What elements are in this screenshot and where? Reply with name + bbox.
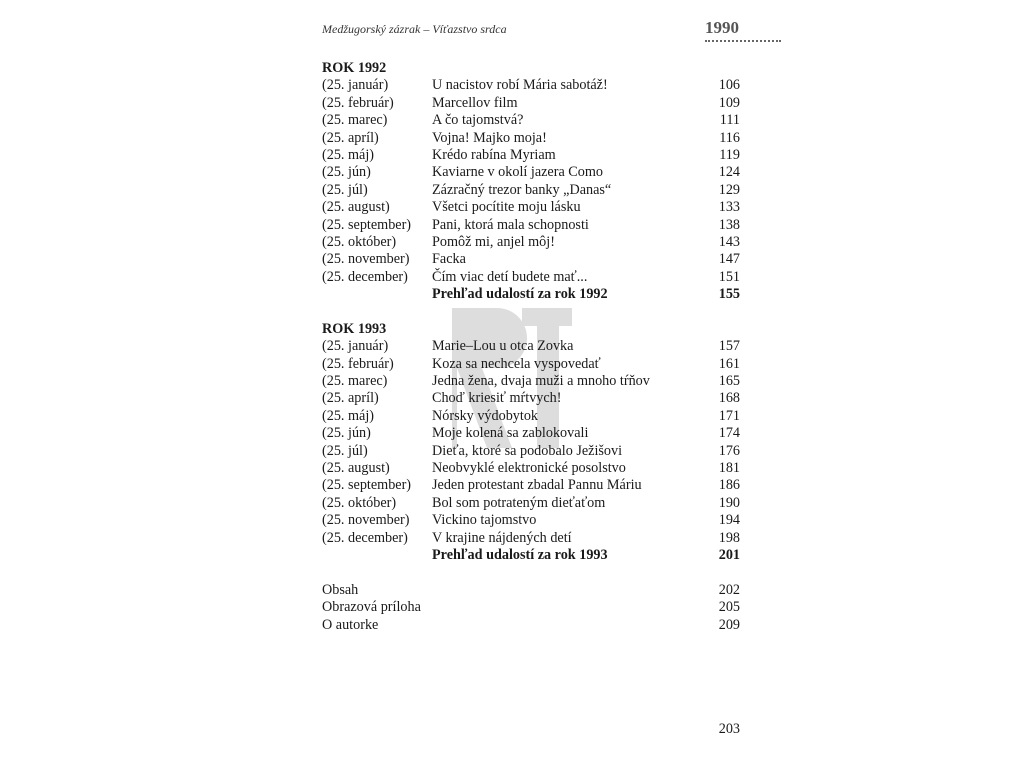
entry-title: A čo tajomstvá? xyxy=(432,112,524,129)
toc-entry[interactable] xyxy=(322,95,740,112)
entry-page: 186 xyxy=(718,477,740,494)
entry-title: Jedna žena, dvaja muži a mnoho tŕňov xyxy=(432,373,650,390)
toc-entry[interactable] xyxy=(322,530,740,547)
toc-entry[interactable] xyxy=(322,460,740,477)
summary-title: Prehľad udalostí za rok 1992 xyxy=(432,286,608,303)
entry-title: U nacistov robí Mária sabotáž! xyxy=(432,77,608,94)
entry-date: (25. apríl) xyxy=(322,390,379,407)
entry-page: 109 xyxy=(718,94,740,111)
entry-title: Nórsky výdobytok xyxy=(432,407,539,424)
toc-entry[interactable] xyxy=(322,599,740,616)
toc-entry[interactable] xyxy=(322,425,740,442)
entry-page: 168 xyxy=(718,390,740,407)
summary-title: Prehľad udalostí za rok 1993 xyxy=(432,546,608,563)
summary-page: 201 xyxy=(718,546,740,563)
entry-page: 194 xyxy=(718,512,740,529)
entry-title: O autorke xyxy=(322,616,379,633)
toc-section xyxy=(322,321,740,564)
summary-page: 155 xyxy=(718,286,740,303)
entry-date: (25. september) xyxy=(322,216,412,233)
table-of-contents xyxy=(322,60,740,651)
entry-title: Marcellov film xyxy=(432,94,518,111)
entry-title: Marie–Lou u otca Zovka xyxy=(432,338,574,355)
entry-title: Zázračný trezor banky „Danas“ xyxy=(432,181,612,198)
entry-page: 129 xyxy=(718,181,740,198)
entry-page: 111 xyxy=(719,112,740,129)
header-dotted-rule xyxy=(705,40,781,42)
toc-entry[interactable] xyxy=(322,77,740,94)
entry-title: Choď kriesiť mŕtvych! xyxy=(432,390,562,407)
entry-date: (25. apríl) xyxy=(322,129,379,146)
entry-page: 202 xyxy=(718,581,740,598)
entry-title: V krajine nájdených detí xyxy=(432,529,572,546)
entry-title: Kaviarne v okolí jazera Como xyxy=(432,164,603,181)
entry-date: (25. marec) xyxy=(322,373,388,390)
entry-date: (25. júl) xyxy=(322,442,368,459)
entry-date: (25. október) xyxy=(322,494,397,511)
entry-date: (25. jún) xyxy=(322,164,371,181)
entry-date: (25. január) xyxy=(322,338,389,355)
entry-page: 205 xyxy=(718,599,740,616)
toc-entry[interactable] xyxy=(322,512,740,529)
entry-page: 190 xyxy=(718,494,740,511)
toc-entry[interactable] xyxy=(322,182,740,199)
entry-page: 157 xyxy=(718,338,740,355)
section-heading: ROK 1993 xyxy=(322,320,387,337)
entry-date: (25. január) xyxy=(322,77,389,94)
toc-summary-entry[interactable] xyxy=(322,286,740,303)
entry-title: Obrazová príloha xyxy=(322,599,421,616)
entry-date: (25. september) xyxy=(322,477,412,494)
entry-title: Koza sa nechcela vyspovedať xyxy=(432,355,601,372)
toc-entry[interactable] xyxy=(322,477,740,494)
entry-date: (25. december) xyxy=(322,529,408,546)
entry-page: 124 xyxy=(718,164,740,181)
entry-page: 143 xyxy=(718,233,740,250)
entry-page: 106 xyxy=(718,77,740,94)
toc-entry[interactable] xyxy=(322,373,740,390)
entry-page: 138 xyxy=(718,216,740,233)
entry-title: Moje kolená sa zablokovali xyxy=(432,425,589,442)
entry-date: (25. október) xyxy=(322,233,397,250)
entry-page: 161 xyxy=(718,355,740,372)
entry-date-empty xyxy=(322,286,432,303)
entry-date: (25. august) xyxy=(322,199,390,216)
entry-title: Čím viac detí budete mať... xyxy=(432,268,588,285)
toc-entry[interactable] xyxy=(322,217,740,234)
entry-date: (25. máj) xyxy=(322,407,375,424)
entry-page: 171 xyxy=(718,407,740,424)
entry-page: 181 xyxy=(718,459,740,476)
entry-date: (25. február) xyxy=(322,94,394,111)
toc-entry[interactable] xyxy=(322,269,740,286)
entry-title: Pomôž mi, anjel môj! xyxy=(432,233,555,250)
toc-entry[interactable] xyxy=(322,582,740,599)
running-year: 1990 xyxy=(705,18,739,37)
toc-entry[interactable] xyxy=(322,112,740,129)
page-number: 203 xyxy=(718,721,740,737)
entry-page: 147 xyxy=(718,251,740,268)
entry-title: Dieťa, ktoré sa podobalo Ježišovi xyxy=(432,442,623,459)
entry-title: Vojna! Majko moja! xyxy=(432,129,547,146)
toc-entry[interactable] xyxy=(322,199,740,216)
entry-date: (25. júl) xyxy=(322,181,368,198)
entry-title: Facka xyxy=(432,251,466,268)
toc-summary-entry[interactable] xyxy=(322,547,740,564)
entry-title: Obsah xyxy=(322,581,359,598)
entry-title: Jeden protestant zbadal Pannu Máriu xyxy=(432,477,642,494)
entry-date-empty xyxy=(322,547,432,564)
entry-page: 165 xyxy=(718,373,740,390)
entry-title: Pani, ktorá mala schopnosti xyxy=(432,216,589,233)
entry-date: (25. december) xyxy=(322,268,408,285)
section-heading: ROK 1992 xyxy=(322,60,387,76)
entry-title: Vickino tajomstvo xyxy=(432,512,537,529)
toc-back-matter xyxy=(322,582,740,634)
toc-entry[interactable] xyxy=(322,356,740,373)
entry-page: 209 xyxy=(718,616,740,633)
entry-date: (25. august) xyxy=(322,459,390,476)
entry-date: (25. november) xyxy=(322,512,410,529)
entry-date: (25. marec) xyxy=(322,112,388,129)
toc-entry[interactable] xyxy=(322,408,740,425)
entry-page: 151 xyxy=(718,268,740,285)
entry-date: (25. november) xyxy=(322,251,410,268)
toc-entry[interactable] xyxy=(322,443,740,460)
entry-page: 116 xyxy=(719,129,740,146)
toc-entry[interactable] xyxy=(322,495,740,512)
entry-title: Neobvyklé elektronické posolstvo xyxy=(432,459,626,476)
toc-section xyxy=(322,60,740,303)
entry-date: (25. máj) xyxy=(322,146,375,163)
entry-page: 176 xyxy=(718,442,740,459)
entry-title: Krédo rabína Myriam xyxy=(432,146,556,163)
toc-entry[interactable] xyxy=(322,338,740,355)
toc-entry[interactable] xyxy=(322,390,740,407)
entry-page: 198 xyxy=(718,529,740,546)
entry-title: Bol som potrateným dieťaťom xyxy=(432,494,606,511)
entry-page: 119 xyxy=(719,146,740,163)
entry-page: 133 xyxy=(718,199,740,216)
running-title: Medžugorský zázrak – Víťazstvo srdca xyxy=(322,22,507,36)
entry-date: (25. február) xyxy=(322,355,394,372)
toc-entry[interactable] xyxy=(322,251,740,268)
toc-entry[interactable] xyxy=(322,147,740,164)
toc-entry[interactable] xyxy=(322,617,740,634)
toc-entry[interactable] xyxy=(322,130,740,147)
entry-date: (25. jún) xyxy=(322,425,371,442)
entry-title: Všetci pocítite moju lásku xyxy=(432,199,581,216)
entry-page: 174 xyxy=(718,425,740,442)
toc-entry[interactable] xyxy=(322,164,740,181)
toc-entry[interactable] xyxy=(322,234,740,251)
